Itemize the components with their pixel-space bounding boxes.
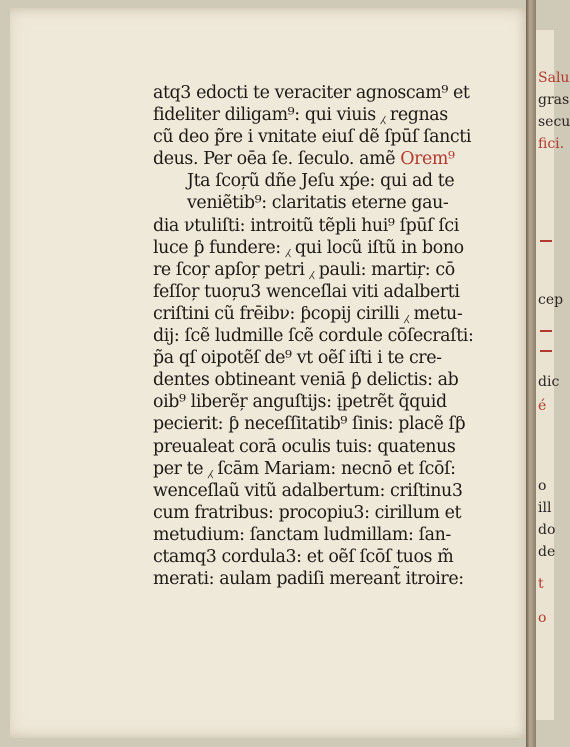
rubric-mark <box>540 350 552 352</box>
text-line: criſtini cũ frēibν: ƥcopij cirilli ⁁ metu- <box>153 303 463 324</box>
book-page <box>10 8 530 738</box>
facing-fragment: o <box>538 610 547 626</box>
text-line: pecierit: ƥ neceſſitatib⁹ ſinis: placẽ ſƥ <box>153 414 466 435</box>
text-line: dentes obtineant veniā ƥ delictis: ab <box>153 370 459 391</box>
text-line: per te ⁁ ſcām Mariam: necnō et ſcōſ: <box>153 458 456 479</box>
text-line: veniẽtib⁹: claritatis eterne gau- <box>187 193 449 214</box>
facing-fragment: do <box>538 522 556 538</box>
facing-fragment: gras <box>538 92 570 108</box>
text-line: atq3 edocti te veraciter agnoscam⁹ et <box>153 83 470 103</box>
text-line: wenceſlaũ vitũ adalbertum: criſtinu3 <box>153 480 463 501</box>
facing-fragment: dic <box>538 374 560 390</box>
text-line: re ſcoŗ apſoŗ petri ⁁ pauli: martiŗ: cō <box>153 259 455 280</box>
rubric-mark <box>540 240 552 242</box>
text-line: fideliter diligam⁹: qui viuis ⁁ regnas <box>153 105 448 126</box>
facing-fragment: de <box>538 544 556 560</box>
text-line: luce ƥ fundere: ⁁ qui locũ iſtũ in bono <box>153 237 464 258</box>
text-line: p̃a qſ oipotẽſ de⁹ vt oẽſ iſti i te cre- <box>153 348 442 369</box>
facing-fragment: é <box>538 398 547 414</box>
facing-page-edge <box>536 30 570 720</box>
text-line: dia νtuliſti: introitũ tẽpli hui⁹ ſpūſ ſci <box>153 215 459 236</box>
book-gutter <box>526 0 536 747</box>
facing-fragment: ill <box>538 500 552 516</box>
main-text-column <box>153 82 498 590</box>
text-line: ctamq3 cordula3: et oẽſ ſcōſ tuos m̃ <box>153 546 454 567</box>
text-line: oib⁹ liberẽŗ anguſtijs: įpetrẽt q̃quid <box>153 392 447 413</box>
text-line: preualeat corā oculis tuis: quatenus <box>153 436 456 457</box>
text-line <box>153 148 498 170</box>
text-line: Jta ſcoŗũ dñe Jeſu xṕe: qui ad te <box>187 171 455 192</box>
facing-fragment: t <box>538 576 544 592</box>
text-line: feſſoŗ tuoŗu3 wenceſlai viti adalberti <box>153 281 460 302</box>
text-line-body: deus. Per oēa ſe. ſeculo. amẽ <box>153 149 396 170</box>
text-line: cũ deo p̃re i vnitate eiuſ dẽ ſpūſ ſancti <box>153 127 471 148</box>
rubric-mark <box>540 330 552 332</box>
text-line: cum fratribus: procopiu3: cirillum et <box>153 502 462 523</box>
facing-fragment: o <box>538 478 547 494</box>
facing-fragment: fici. <box>538 136 565 152</box>
facing-fragment: Salu <box>538 70 570 86</box>
facing-fragment: secu <box>538 114 570 130</box>
text-line: dij: ſcẽ ludmille ſcẽ cordule cōſecraſti: <box>153 326 474 347</box>
facing-fragment: cep <box>538 292 564 308</box>
rubric-heading: Orem⁹ <box>400 149 455 170</box>
text-line: metudium: ſanctam ludmillam: ſan- <box>153 524 451 545</box>
text-line: merati: aulam padiſi mereant̃ itroire: <box>153 569 464 590</box>
